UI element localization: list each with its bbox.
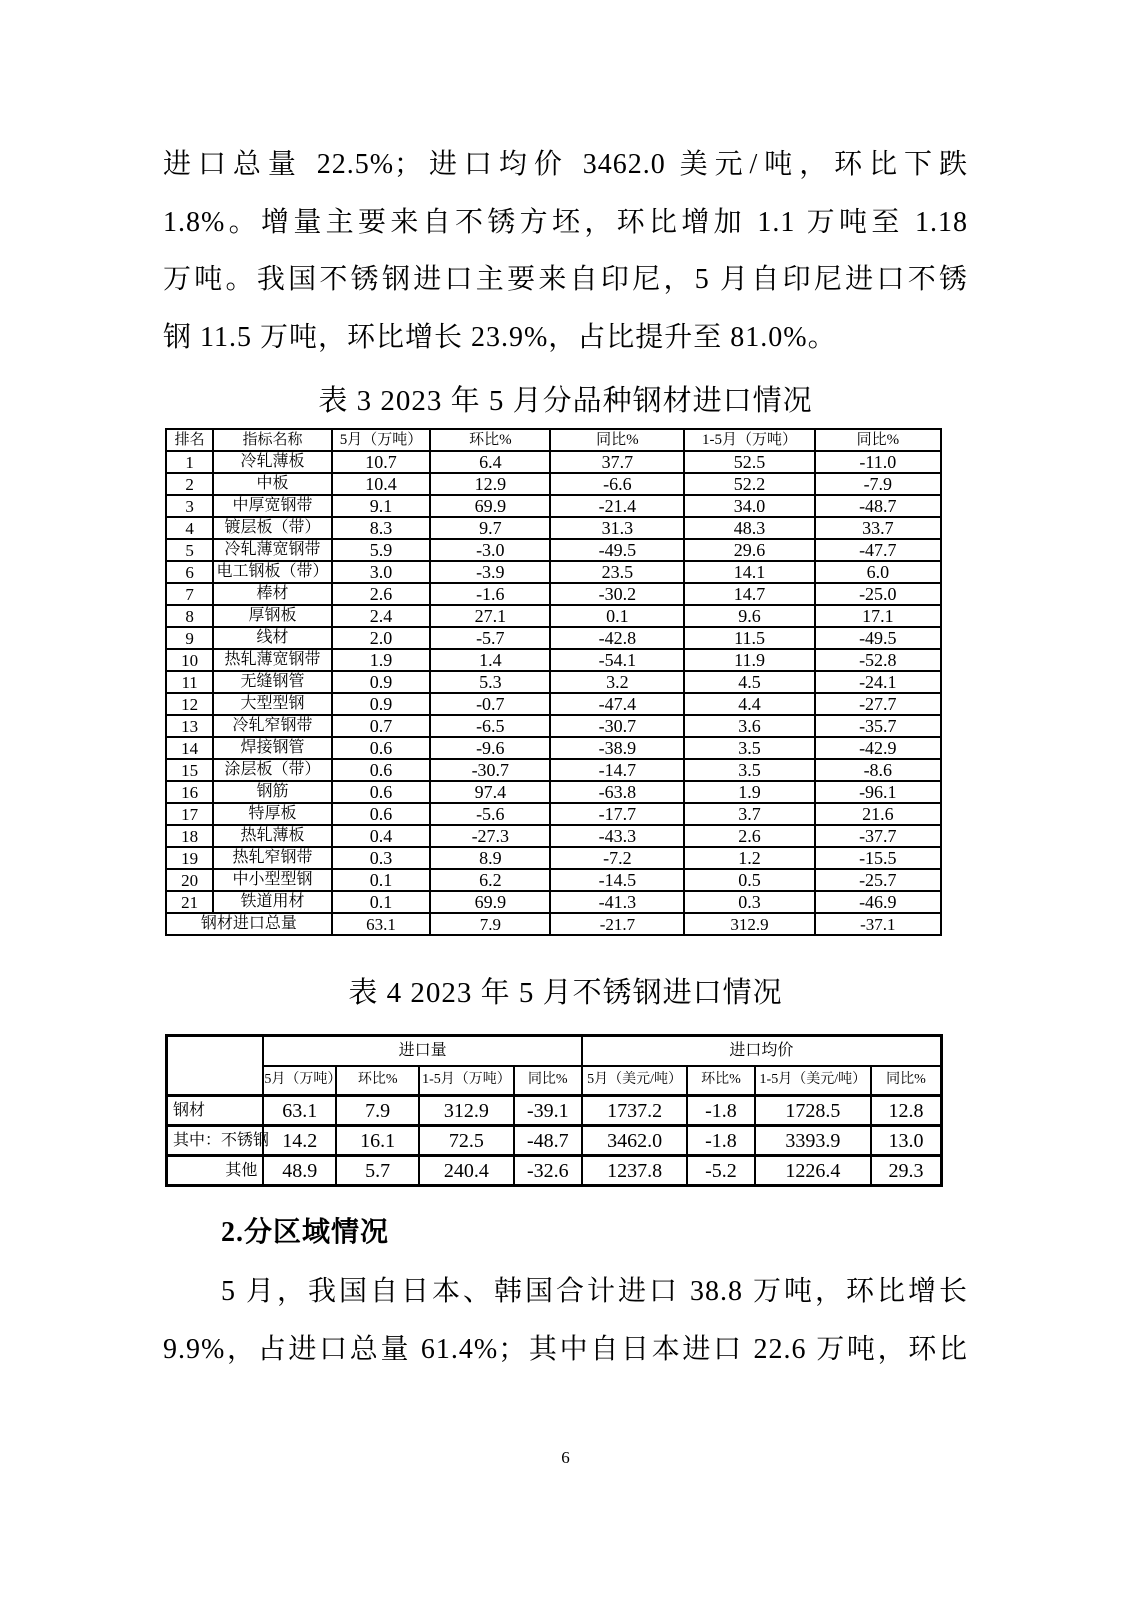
- header-cell-jan-may-yoy: 同比%: [815, 429, 941, 451]
- total-jan-may-volume-cell: 312.9: [684, 913, 814, 935]
- table-row: [166, 473, 941, 495]
- indicator-name-cell: 中厚宽钢带: [213, 495, 332, 517]
- table-row: [166, 715, 941, 737]
- subheader-volume-yoy: 同比%: [514, 1066, 582, 1096]
- rank-cell: 21: [166, 891, 213, 913]
- table4: [165, 1034, 943, 1187]
- table3-title: 表 3 2023 年 5 月分品种钢材进口情况: [318, 385, 813, 417]
- jan-may-volume-cell: 1.9: [684, 781, 814, 803]
- rank-cell: 6: [166, 561, 213, 583]
- rank-cell: 9: [166, 627, 213, 649]
- subheader-may-volume: 5月（万吨）: [263, 1066, 336, 1096]
- rank-cell: 10: [166, 649, 213, 671]
- jan-may-yoy-cell: -7.9: [815, 473, 941, 495]
- table4-subheader-row: [167, 1066, 942, 1096]
- table-row: [167, 1126, 942, 1156]
- rank-cell: 19: [166, 847, 213, 869]
- header-cell-yoy: 同比%: [550, 429, 684, 451]
- may-volume-cell: 8.3: [332, 517, 430, 539]
- table-row: [166, 737, 941, 759]
- page-number: 6: [561, 1448, 570, 1467]
- rank-cell: 15: [166, 759, 213, 781]
- may-volume-cell: 0.9: [332, 671, 430, 693]
- mom-cell: -5.7: [430, 627, 550, 649]
- may-volume-cell: 9.1: [332, 495, 430, 517]
- may-volume-cell: 10.7: [332, 451, 430, 473]
- yoy-cell: 0.1: [550, 605, 684, 627]
- jan-may-yoy-cell: -27.7: [815, 693, 941, 715]
- may-volume-cell: 0.3: [332, 847, 430, 869]
- may-volume-cell: 0.1: [332, 891, 430, 913]
- indicator-name-cell: 特厚板: [213, 803, 332, 825]
- row-label-cell: 其他: [167, 1156, 264, 1186]
- yoy-cell: -42.8: [550, 627, 684, 649]
- table3-body: [166, 451, 941, 913]
- total-yoy-cell: -21.7: [550, 913, 684, 935]
- yoy-cell: -43.3: [550, 825, 684, 847]
- price-yoy-cell: 12.8: [871, 1096, 942, 1126]
- jan-may-yoy-cell: 21.6: [815, 803, 941, 825]
- mom-cell: 12.9: [430, 473, 550, 495]
- total-jan-may-yoy-cell: -37.1: [815, 913, 941, 935]
- jan-may-volume-cell: 14.1: [684, 561, 814, 583]
- yoy-cell: 31.3: [550, 517, 684, 539]
- jan-may-volume-cell: 9.6: [684, 605, 814, 627]
- yoy-cell: -17.7: [550, 803, 684, 825]
- jan-may-yoy-cell: -37.7: [815, 825, 941, 847]
- may-volume-cell: 0.6: [332, 759, 430, 781]
- group-header-import-volume: 进口量: [263, 1036, 582, 1066]
- mom-cell: 6.4: [430, 451, 550, 473]
- section2-paragraph: [163, 1263, 968, 1378]
- may-volume-cell: 0.4: [332, 825, 430, 847]
- jan-may-volume-cell: 4.5: [684, 671, 814, 693]
- jan-may-volume-cell: 1.2: [684, 847, 814, 869]
- total-mom-cell: 7.9: [430, 913, 550, 935]
- may-volume-cell: 0.1: [332, 869, 430, 891]
- yoy-cell: 3.2: [550, 671, 684, 693]
- table-row: [166, 451, 941, 473]
- yoy-cell: -41.3: [550, 891, 684, 913]
- mom-cell: -5.6: [430, 803, 550, 825]
- may-volume-cell: 2.0: [332, 627, 430, 649]
- may-volume-cell: 3.0: [332, 561, 430, 583]
- may-volume-cell: 0.9: [332, 693, 430, 715]
- table-row: [166, 781, 941, 803]
- yoy-cell: -30.2: [550, 583, 684, 605]
- empty-corner-cell: [167, 1036, 264, 1096]
- may-volume-cell: 14.2: [263, 1126, 336, 1156]
- table-row: [166, 759, 941, 781]
- jan-may-yoy-cell: -47.7: [815, 539, 941, 561]
- mom-cell: 69.9: [430, 495, 550, 517]
- table-row: [167, 1096, 942, 1126]
- section2-heading: 2.分区域情况: [221, 1217, 390, 1248]
- jan-may-volume-cell: 34.0: [684, 495, 814, 517]
- volume-mom-cell: 7.9: [336, 1096, 419, 1126]
- may-volume-cell: 48.9: [263, 1156, 336, 1186]
- indicator-name-cell: 电工钢板（带）: [213, 561, 332, 583]
- may-volume-cell: 2.4: [332, 605, 430, 627]
- header-cell-indicator-name: 指标名称: [213, 429, 332, 451]
- jan-may-volume-cell: 0.5: [684, 869, 814, 891]
- jan-may-yoy-cell: 6.0: [815, 561, 941, 583]
- rank-cell: 12: [166, 693, 213, 715]
- table-row: [166, 847, 941, 869]
- jan-may-yoy-cell: -24.1: [815, 671, 941, 693]
- table-row: [166, 803, 941, 825]
- jan-may-yoy-cell: 33.7: [815, 517, 941, 539]
- yoy-cell: 37.7: [550, 451, 684, 473]
- header-cell-mom: 环比%: [430, 429, 550, 451]
- yoy-cell: -14.5: [550, 869, 684, 891]
- mom-cell: -9.6: [430, 737, 550, 759]
- rank-cell: 8: [166, 605, 213, 627]
- volume-yoy-cell: -39.1: [514, 1096, 582, 1126]
- table4-body: [167, 1096, 942, 1186]
- volume-yoy-cell: -32.6: [514, 1156, 582, 1186]
- rank-cell: 4: [166, 517, 213, 539]
- price-mom-cell: -1.8: [687, 1096, 754, 1126]
- yoy-cell: -63.8: [550, 781, 684, 803]
- mom-cell: -27.3: [430, 825, 550, 847]
- jan-may-volume-cell: 2.6: [684, 825, 814, 847]
- table-row: [167, 1156, 942, 1186]
- jan-may-yoy-cell: 17.1: [815, 605, 941, 627]
- jan-may-volume-cell: 52.5: [684, 451, 814, 473]
- yoy-cell: -30.7: [550, 715, 684, 737]
- jan-may-volume-cell: 14.7: [684, 583, 814, 605]
- table-row: [166, 627, 941, 649]
- rank-cell: 20: [166, 869, 213, 891]
- total-may-volume-cell: 63.1: [332, 913, 430, 935]
- yoy-cell: 23.5: [550, 561, 684, 583]
- table3-total-row: [166, 913, 941, 935]
- subheader-jan-may-price: 1-5月（美元/吨）: [755, 1066, 871, 1096]
- indicator-name-cell: 焊接钢管: [213, 737, 332, 759]
- mom-cell: -1.6: [430, 583, 550, 605]
- jan-may-yoy-cell: -35.7: [815, 715, 941, 737]
- indicator-name-cell: 线材: [213, 627, 332, 649]
- mom-cell: -30.7: [430, 759, 550, 781]
- jan-may-volume-cell: 11.5: [684, 627, 814, 649]
- rank-cell: 13: [166, 715, 213, 737]
- mom-cell: 6.2: [430, 869, 550, 891]
- mom-cell: -3.9: [430, 561, 550, 583]
- rank-cell: 16: [166, 781, 213, 803]
- yoy-cell: -47.4: [550, 693, 684, 715]
- indicator-name-cell: 热轧薄宽钢带: [213, 649, 332, 671]
- may-volume-cell: 63.1: [263, 1096, 336, 1126]
- jan-may-volume-cell: 312.9: [419, 1096, 514, 1126]
- mom-cell: -6.5: [430, 715, 550, 737]
- subheader-may-price: 5月（美元/吨）: [582, 1066, 687, 1096]
- yoy-cell: -6.6: [550, 473, 684, 495]
- rank-cell: 18: [166, 825, 213, 847]
- rank-cell: 7: [166, 583, 213, 605]
- jan-may-yoy-cell: -25.0: [815, 583, 941, 605]
- jan-may-yoy-cell: -25.7: [815, 869, 941, 891]
- rank-cell: 17: [166, 803, 213, 825]
- jan-may-price-cell: 1728.5: [755, 1096, 871, 1126]
- jan-may-yoy-cell: -42.9: [815, 737, 941, 759]
- mom-cell: 5.3: [430, 671, 550, 693]
- indicator-name-cell: 镀层板（带）: [213, 517, 332, 539]
- total-label-cell: 钢材进口总量: [166, 913, 332, 935]
- table-row: [166, 583, 941, 605]
- jan-may-volume-cell: 29.6: [684, 539, 814, 561]
- rank-cell: 3: [166, 495, 213, 517]
- subheader-price-mom: 环比%: [687, 1066, 754, 1096]
- jan-may-price-cell: 3393.9: [755, 1126, 871, 1156]
- intro-paragraph: [163, 136, 968, 366]
- table4-group-header-row: [167, 1036, 942, 1066]
- yoy-cell: -49.5: [550, 539, 684, 561]
- mom-cell: 9.7: [430, 517, 550, 539]
- jan-may-volume-cell: 0.3: [684, 891, 814, 913]
- paragraph-line: 9.9%，占进口总量 61.4%；其中自日本进口 22.6 万吨，环比: [163, 1333, 968, 1365]
- indicator-name-cell: 冷轧窄钢带: [213, 715, 332, 737]
- indicator-name-cell: 热轧窄钢带: [213, 847, 332, 869]
- table3: [165, 428, 942, 936]
- paragraph-line: 进口总量 22.5%；进口均价 3462.0 美元/吨，环比下跌: [163, 149, 968, 180]
- jan-may-yoy-cell: -11.0: [815, 451, 941, 473]
- indicator-name-cell: 无缝钢管: [213, 671, 332, 693]
- paragraph-line: 5 月，我国自日本、韩国合计进口 38.8 万吨，环比增长: [221, 1276, 968, 1307]
- may-price-cell: 1237.8: [582, 1156, 687, 1186]
- header-cell-jan-may-volume: 1-5月（万吨）: [684, 429, 814, 451]
- table-row: [166, 869, 941, 891]
- subheader-jan-may-volume: 1-5月（万吨）: [419, 1066, 514, 1096]
- jan-may-volume-cell: 4.4: [684, 693, 814, 715]
- may-volume-cell: 0.6: [332, 803, 430, 825]
- paragraph-line: 钢 11.5 万吨，环比增长 23.9%，占比提升至 81.0%。: [163, 321, 837, 353]
- indicator-name-cell: 厚钢板: [213, 605, 332, 627]
- mom-cell: 97.4: [430, 781, 550, 803]
- yoy-cell: -21.4: [550, 495, 684, 517]
- jan-may-yoy-cell: -15.5: [815, 847, 941, 869]
- volume-mom-cell: 16.1: [336, 1126, 419, 1156]
- mom-cell: -3.0: [430, 539, 550, 561]
- yoy-cell: -14.7: [550, 759, 684, 781]
- jan-may-volume-cell: 11.9: [684, 649, 814, 671]
- jan-may-yoy-cell: -8.6: [815, 759, 941, 781]
- jan-may-yoy-cell: -52.8: [815, 649, 941, 671]
- table-row: [166, 671, 941, 693]
- mom-cell: 69.9: [430, 891, 550, 913]
- table3-header-row: [166, 429, 941, 451]
- rank-cell: 5: [166, 539, 213, 561]
- price-mom-cell: -1.8: [687, 1126, 754, 1156]
- indicator-name-cell: 涂层板（带）: [213, 759, 332, 781]
- volume-yoy-cell: -48.7: [514, 1126, 582, 1156]
- mom-cell: 8.9: [430, 847, 550, 869]
- table-row: [166, 605, 941, 627]
- jan-may-volume-cell: 3.5: [684, 759, 814, 781]
- table-row: [166, 649, 941, 671]
- table-row: [166, 495, 941, 517]
- jan-may-volume-cell: 240.4: [419, 1156, 514, 1186]
- yoy-cell: -54.1: [550, 649, 684, 671]
- paragraph-line: 万吨。我国不锈钢进口主要来自印尼，5 月自印尼进口不锈: [163, 264, 968, 295]
- may-volume-cell: 10.4: [332, 473, 430, 495]
- jan-may-volume-cell: 3.5: [684, 737, 814, 759]
- rank-cell: 1: [166, 451, 213, 473]
- paragraph-line: 1.8%。增量主要来自不锈方坯，环比增加 1.1 万吨至 1.18: [163, 206, 968, 238]
- yoy-cell: -7.2: [550, 847, 684, 869]
- mom-cell: -0.7: [430, 693, 550, 715]
- may-volume-cell: 5.9: [332, 539, 430, 561]
- indicator-name-cell: 冷轧薄宽钢带: [213, 539, 332, 561]
- jan-may-yoy-cell: -49.5: [815, 627, 941, 649]
- rank-cell: 2: [166, 473, 213, 495]
- indicator-name-cell: 中小型型钢: [213, 869, 332, 891]
- may-volume-cell: 2.6: [332, 583, 430, 605]
- mom-cell: 27.1: [430, 605, 550, 627]
- table4-title: 表 4 2023 年 5 月不锈钢进口情况: [348, 977, 783, 1009]
- yoy-cell: -38.9: [550, 737, 684, 759]
- may-price-cell: 1737.2: [582, 1096, 687, 1126]
- volume-mom-cell: 5.7: [336, 1156, 419, 1186]
- table-row: [166, 693, 941, 715]
- jan-may-volume-cell: 3.7: [684, 803, 814, 825]
- header-cell-may-volume: 5月（万吨）: [332, 429, 430, 451]
- may-volume-cell: 0.6: [332, 781, 430, 803]
- indicator-name-cell: 中板: [213, 473, 332, 495]
- table-row: [166, 517, 941, 539]
- price-mom-cell: -5.2: [687, 1156, 754, 1186]
- subheader-volume-mom: 环比%: [336, 1066, 419, 1096]
- jan-may-yoy-cell: -96.1: [815, 781, 941, 803]
- table-row: [166, 825, 941, 847]
- table-row: [166, 561, 941, 583]
- rank-cell: 14: [166, 737, 213, 759]
- indicator-name-cell: 热轧薄板: [213, 825, 332, 847]
- group-header-import-price: 进口均价: [582, 1036, 942, 1066]
- jan-may-volume-cell: 52.2: [684, 473, 814, 495]
- jan-may-volume-cell: 72.5: [419, 1126, 514, 1156]
- jan-may-yoy-cell: -48.7: [815, 495, 941, 517]
- indicator-name-cell: 棒材: [213, 583, 332, 605]
- price-yoy-cell: 13.0: [871, 1126, 942, 1156]
- may-volume-cell: 0.6: [332, 737, 430, 759]
- indicator-name-cell: 钢筋: [213, 781, 332, 803]
- jan-may-volume-cell: 48.3: [684, 517, 814, 539]
- may-price-cell: 3462.0: [582, 1126, 687, 1156]
- row-label-cell: 钢材: [167, 1096, 264, 1126]
- may-volume-cell: 1.9: [332, 649, 430, 671]
- table-row: [166, 539, 941, 561]
- indicator-name-cell: 冷轧薄板: [213, 451, 332, 473]
- jan-may-price-cell: 1226.4: [755, 1156, 871, 1186]
- table-row: [166, 891, 941, 913]
- may-volume-cell: 0.7: [332, 715, 430, 737]
- price-yoy-cell: 29.3: [871, 1156, 942, 1186]
- indicator-name-cell: 大型型钢: [213, 693, 332, 715]
- rank-cell: 11: [166, 671, 213, 693]
- subheader-price-yoy: 同比%: [871, 1066, 942, 1096]
- jan-may-yoy-cell: -46.9: [815, 891, 941, 913]
- header-cell-rank: 排名: [166, 429, 213, 451]
- indicator-name-cell: 铁道用材: [213, 891, 332, 913]
- mom-cell: 1.4: [430, 649, 550, 671]
- jan-may-volume-cell: 3.6: [684, 715, 814, 737]
- row-label-cell: 其中：不锈钢: [167, 1126, 264, 1156]
